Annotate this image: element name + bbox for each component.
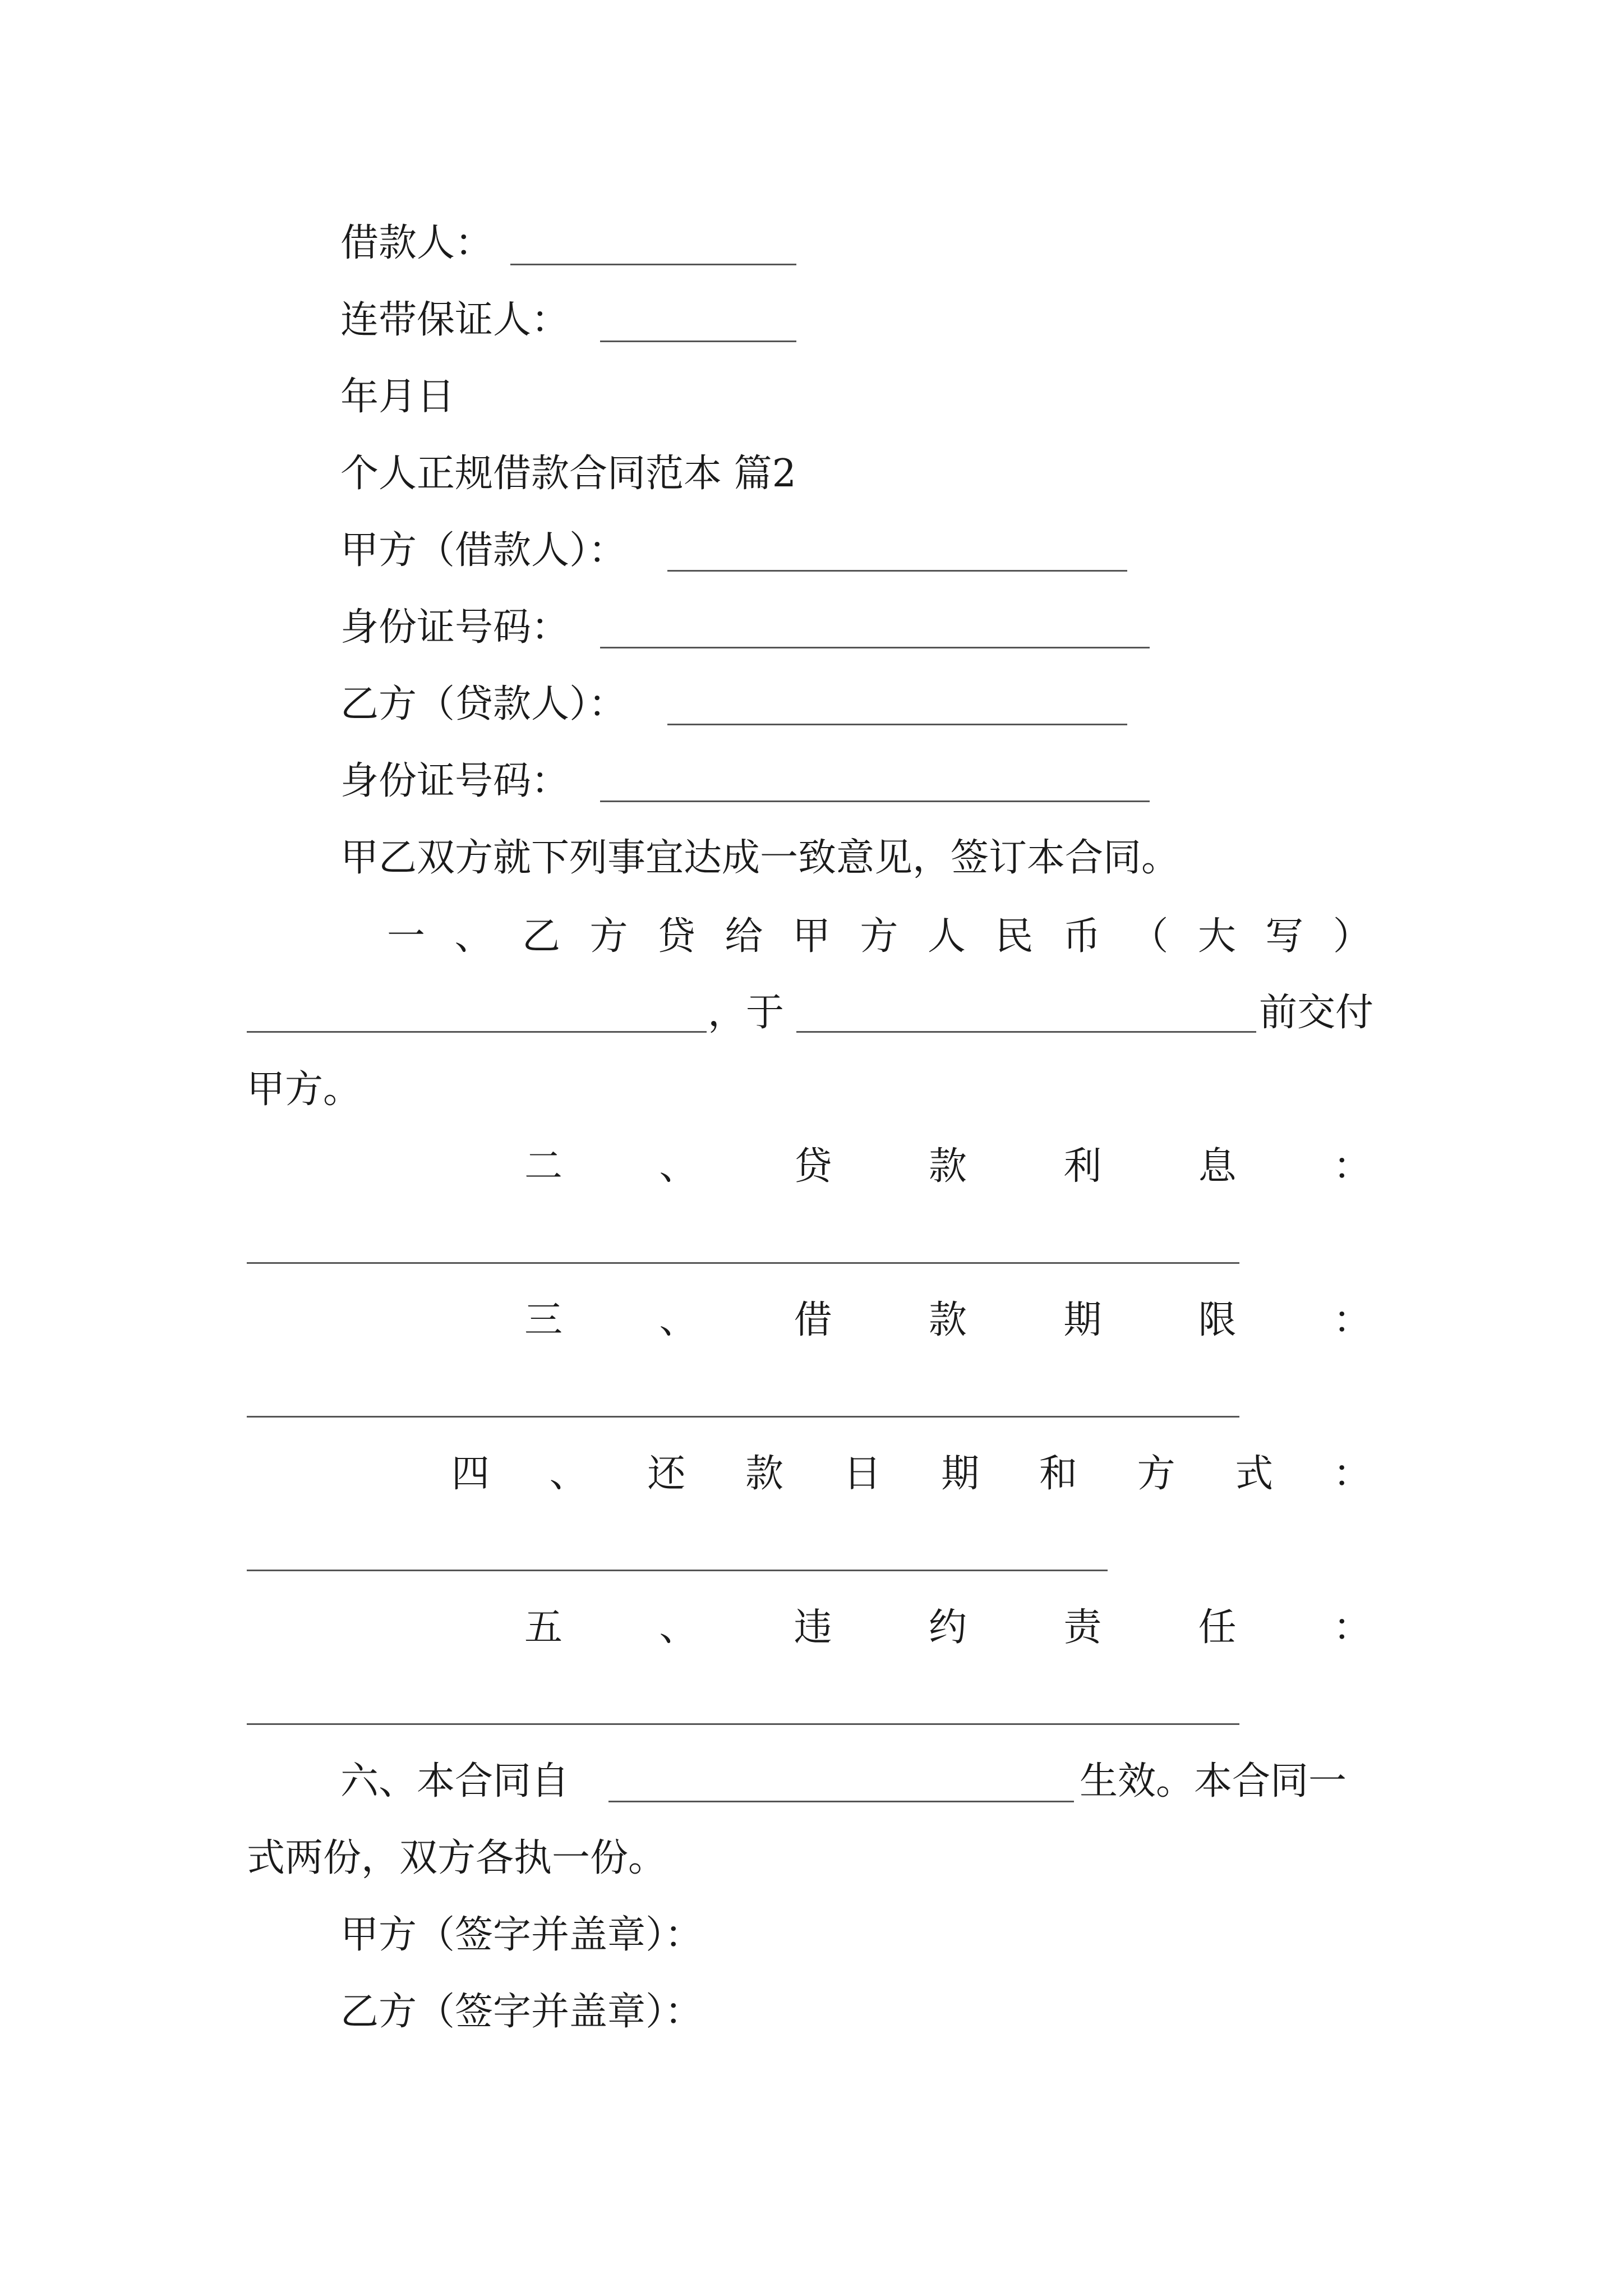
item4-char: 和 — [1039, 1452, 1077, 1496]
item1-char: 一 — [387, 914, 426, 959]
item2-char: 二 — [524, 1144, 563, 1189]
item1-char: 贷 — [657, 914, 695, 959]
item4-char: 还 — [647, 1452, 686, 1496]
item1-char: 、 — [454, 914, 493, 959]
item1-tail: 前交付 — [1259, 991, 1374, 1035]
item5-char: ： — [1332, 1605, 1371, 1650]
item1-char: 人 — [927, 914, 966, 959]
party-b-blank — [667, 724, 1127, 725]
delivery-date-blank — [796, 1031, 1256, 1033]
item6-end: 式两份，双方各执一份。 — [247, 1836, 667, 1880]
item1-char: ） — [1332, 914, 1371, 959]
agreement-line: 甲乙双方就下列事宜达成一致意见，签订本合同。 — [340, 836, 1180, 880]
item4-char: 方 — [1137, 1452, 1175, 1496]
item2-char: 款 — [928, 1144, 967, 1189]
item1-char: 方 — [860, 914, 898, 959]
item5-char: 责 — [1063, 1605, 1102, 1650]
guarantor-blank — [600, 341, 796, 342]
party-a-blank — [667, 570, 1127, 572]
item5-char: 五 — [524, 1605, 563, 1650]
amount-blank — [247, 1031, 707, 1033]
item3-char: 借 — [794, 1298, 832, 1342]
item4-char: ： — [1332, 1452, 1371, 1496]
item5-char: 约 — [928, 1605, 967, 1650]
item1-char: 民 — [995, 914, 1034, 959]
effective-date-blank — [608, 1801, 1074, 1802]
item4-char: 期 — [941, 1452, 980, 1496]
party-b-label: 乙方（贷款人）： — [340, 682, 627, 726]
borrower-blank — [510, 264, 796, 265]
item1-char: 乙 — [522, 914, 560, 959]
item1-char: 甲 — [792, 914, 831, 959]
item4-heading — [451, 1452, 1371, 1500]
item3-char: ： — [1332, 1298, 1371, 1342]
id-a-blank — [600, 647, 1150, 648]
item3-char: 期 — [1063, 1298, 1102, 1342]
item5-heading — [524, 1605, 1371, 1654]
item1-char: 给 — [725, 914, 763, 959]
id-b-blank — [600, 800, 1150, 802]
item5-char: 、 — [659, 1605, 698, 1650]
item1-char: 币 — [1062, 914, 1101, 959]
term-blank — [247, 1416, 1239, 1418]
item5-char: 任 — [1198, 1605, 1237, 1650]
date-line: 年月日 — [340, 375, 455, 419]
item1-char: 大 — [1197, 914, 1236, 959]
item4-char: 款 — [745, 1452, 783, 1496]
item5-char: 违 — [794, 1605, 832, 1650]
item3-char: 、 — [659, 1298, 698, 1342]
item4-char: 式 — [1235, 1452, 1274, 1496]
item2-char: 、 — [659, 1144, 698, 1189]
item4-char: 、 — [549, 1452, 588, 1496]
item2-heading — [524, 1144, 1371, 1193]
item1-yu: ，于 — [708, 991, 785, 1035]
item3-char: 款 — [928, 1298, 967, 1342]
item1-heading — [387, 914, 1371, 963]
guarantor-label: 连带保证人： — [340, 298, 570, 342]
interest-blank — [247, 1262, 1239, 1264]
item4-char: 日 — [843, 1452, 882, 1496]
sign-a-label: 甲方（签字并盖章）： — [340, 1913, 703, 1957]
item2-char: 贷 — [794, 1144, 832, 1189]
sign-b-label: 乙方（签字并盖章）： — [340, 1990, 703, 2034]
item2-char: 利 — [1063, 1144, 1102, 1189]
item1-char: 方 — [589, 914, 628, 959]
liability-blank — [247, 1723, 1239, 1725]
id-b-label: 身份证号码： — [340, 759, 570, 803]
borrower-label: 借款人： — [340, 221, 494, 265]
item1-end: 甲方。 — [247, 1068, 362, 1112]
item3-char: 限 — [1198, 1298, 1237, 1342]
item2-char: 息 — [1198, 1144, 1237, 1189]
section-title: 个人正规借款合同范本 篇2 — [340, 452, 796, 496]
item1-char: 写 — [1265, 914, 1304, 959]
party-a-label: 甲方（借款人）： — [340, 528, 627, 573]
item6-mid: 生效。本合同一 — [1080, 1759, 1347, 1803]
item6-start: 六、本合同自 — [340, 1759, 570, 1803]
item4-char: 四 — [451, 1452, 490, 1496]
item1-char: （ — [1130, 914, 1169, 959]
item3-heading — [524, 1298, 1371, 1346]
repayment-blank — [247, 1570, 1108, 1571]
item3-char: 三 — [524, 1298, 563, 1342]
item2-char: ： — [1332, 1144, 1371, 1189]
id-a-label: 身份证号码： — [340, 605, 570, 650]
